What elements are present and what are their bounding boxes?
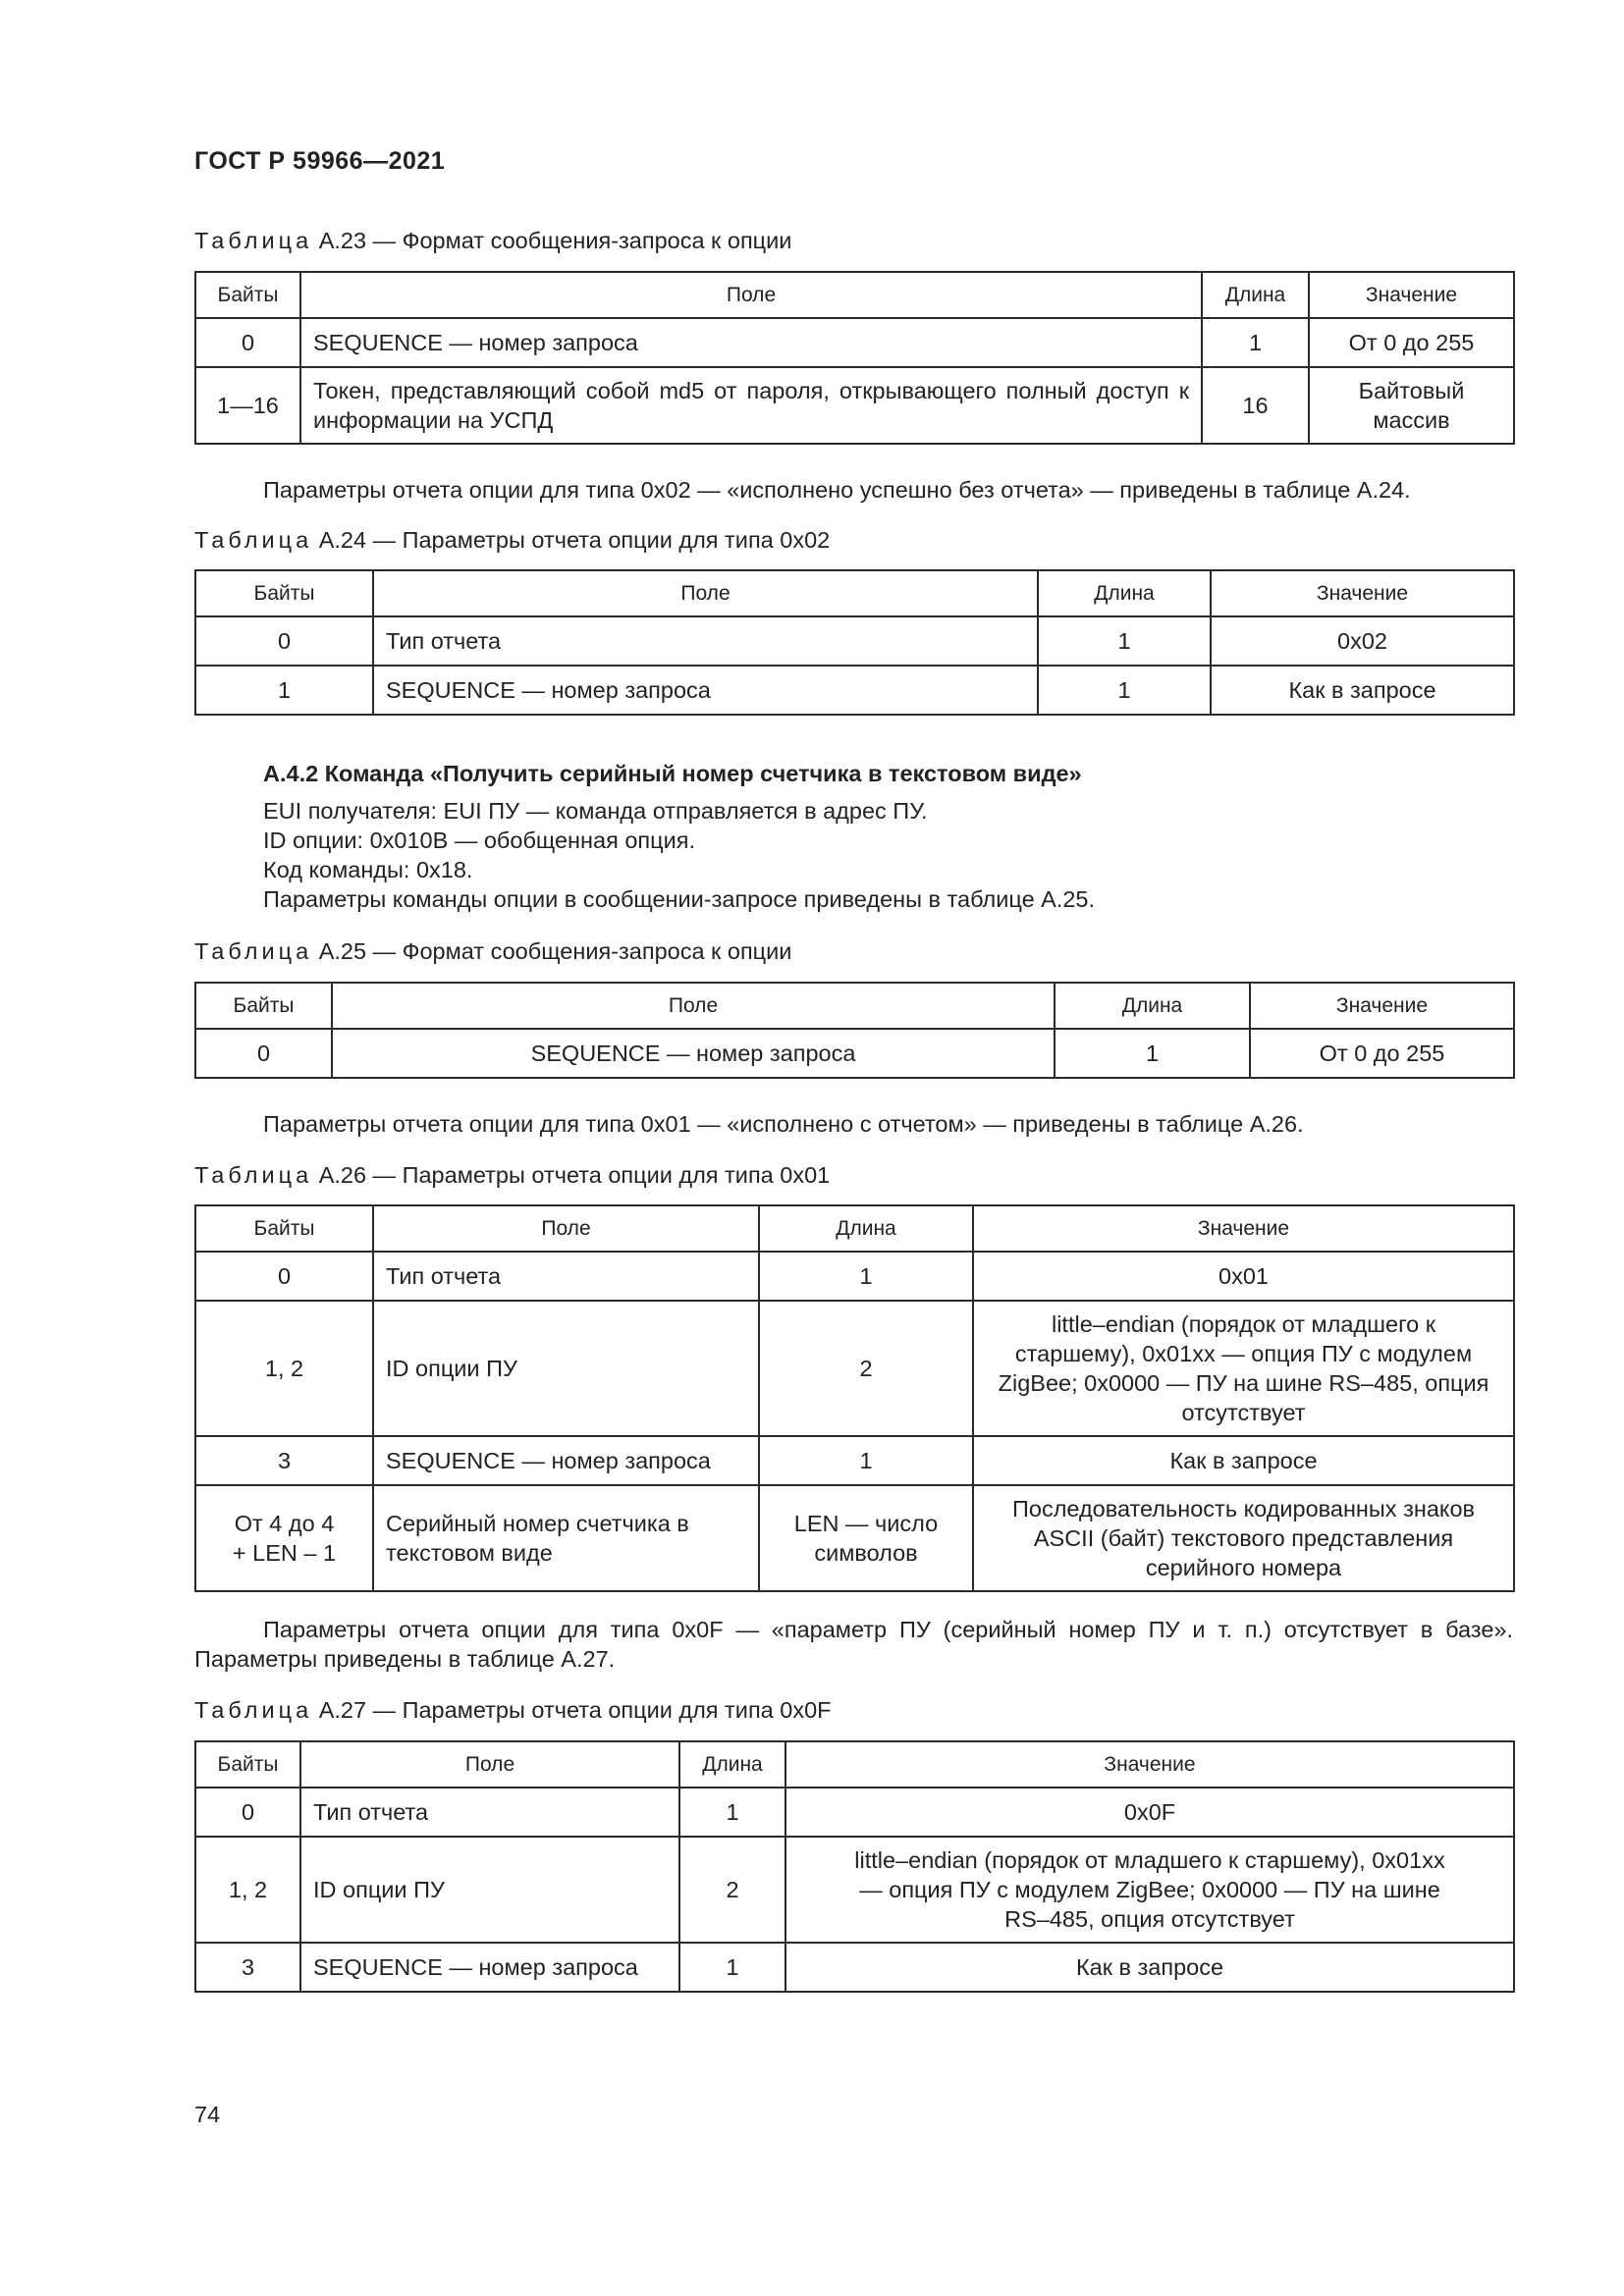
- table-cell: 0x02: [1211, 616, 1514, 666]
- table-cell: Последовательность кодированных знаков ASCII (байт) текстового представления серийного номера: [973, 1485, 1514, 1591]
- table-header-row: [195, 1741, 1514, 1788]
- table-cell: 0x0F: [785, 1788, 1514, 1837]
- table-cell: SEQUENCE — номер запроса: [332, 1029, 1055, 1078]
- table-cell: Тип отчета: [373, 616, 1038, 666]
- table-cell: 0: [195, 1252, 373, 1301]
- table-cell: 1: [759, 1436, 973, 1485]
- table-cell: 1: [1038, 616, 1211, 666]
- table-row: [195, 666, 1514, 715]
- table-cell: 0: [195, 616, 373, 666]
- table-cell: 0: [195, 318, 300, 367]
- header-cell: Длина: [1202, 272, 1309, 318]
- header-cell: Поле: [300, 1741, 679, 1788]
- table-row: [195, 1029, 1514, 1078]
- caption-text: А.25 — Формат сообщения-запроса к опции: [318, 938, 792, 964]
- header-cell: Байты: [195, 570, 373, 616]
- table-row: [195, 1943, 1514, 1992]
- table-row: [195, 1485, 1514, 1591]
- table-cell: Байтовый массив: [1309, 367, 1514, 444]
- caption-text: А.23 — Формат сообщения-запроса к опции: [318, 228, 792, 253]
- table-word: Таблица: [194, 1162, 313, 1188]
- header-cell: Длина: [679, 1741, 785, 1788]
- table-caption-a23: [194, 228, 791, 254]
- page-number: 74: [194, 2102, 221, 2127]
- header-cell: Длина: [759, 1205, 973, 1252]
- table-cell: Как в запросе: [785, 1943, 1514, 1992]
- table-cell: little–endian (порядок от младшего к старшему), 0x01xx — опция ПУ с модулем ZigBee; 0x0000 — ПУ на шине RS–485, опция отсутствует: [785, 1837, 1514, 1943]
- table-cell: 16: [1202, 367, 1309, 444]
- table-word: Таблица: [194, 527, 313, 553]
- table-cell: От 4 до 4 + LEN – 1: [195, 1485, 373, 1591]
- table-cell: 1: [679, 1943, 785, 1992]
- table-cell: Токен, представляющий собой md5 от пароля, открывающего полный доступ к информации на УСПД: [300, 367, 1202, 444]
- table-cell: 2: [759, 1301, 973, 1436]
- section-line: EUI получателя: EUI ПУ — команда отправляется в адрес ПУ.: [263, 798, 928, 824]
- header-cell: Длина: [1055, 983, 1250, 1029]
- table-cell: 3: [195, 1436, 373, 1485]
- table-caption-a25: [194, 938, 791, 965]
- table-word: Таблица: [194, 228, 313, 253]
- header-cell: Значение: [785, 1741, 1514, 1788]
- header-cell: Байты: [195, 1741, 300, 1788]
- table-cell: От 0 до 255: [1309, 318, 1514, 367]
- table-cell: 1: [759, 1252, 973, 1301]
- table-cell: Как в запросе: [1211, 666, 1514, 715]
- table-caption-a27: [194, 1697, 832, 1724]
- caption-text: А.27 — Параметры отчета опции для типа 0x0F: [318, 1697, 832, 1723]
- table-cell: 0: [195, 1788, 300, 1837]
- table-row: [195, 1252, 1514, 1301]
- table-a25: [194, 982, 1515, 1079]
- table-a27: [194, 1740, 1515, 1993]
- header-cell: Длина: [1038, 570, 1211, 616]
- header-cell: Поле: [373, 570, 1038, 616]
- table-cell: 1, 2: [195, 1301, 373, 1436]
- table-cell: Как в запросе: [973, 1436, 1514, 1485]
- table-header-row: [195, 570, 1514, 616]
- table-cell: 1, 2: [195, 1837, 300, 1943]
- table-row: [195, 616, 1514, 666]
- table-cell: 1: [1202, 318, 1309, 367]
- header-cell: Байты: [195, 272, 300, 318]
- table-header-row: [195, 272, 1514, 318]
- section-line: ID опции: 0x010B — обобщенная опция.: [263, 828, 695, 853]
- paragraph: Параметры отчета опции для типа 0x0F — «параметр ПУ (серийный номер ПУ и т. п.) отсутствует в базе». Параметры приведены в таблице А.27.: [194, 1617, 1513, 1672]
- table-row: [195, 367, 1514, 444]
- table-word: Таблица: [194, 938, 313, 964]
- caption-text: А.26 — Параметры отчета опции для типа 0x01: [318, 1162, 831, 1188]
- paragraph: Параметры отчета опции для типа 0x02 — «исполнено успешно без отчета» — приведены в таблице А.24.: [263, 477, 1411, 503]
- header-cell: Значение: [973, 1205, 1514, 1252]
- header-cell: Байты: [195, 983, 332, 1029]
- table-row: [195, 1436, 1514, 1485]
- table-word: Таблица: [194, 1697, 313, 1723]
- header-cell: Поле: [332, 983, 1055, 1029]
- table-cell: LEN — число символов: [759, 1485, 973, 1591]
- table-cell: 0x01: [973, 1252, 1514, 1301]
- header-cell: Поле: [373, 1205, 759, 1252]
- table-caption-a24: [194, 527, 830, 554]
- header-cell: Значение: [1250, 983, 1514, 1029]
- table-a23: [194, 271, 1515, 445]
- table-cell: 1—16: [195, 367, 300, 444]
- table-cell: 1: [1055, 1029, 1250, 1078]
- header-cell: Значение: [1309, 272, 1514, 318]
- table-cell: Серийный номер счетчика в текстовом виде: [373, 1485, 759, 1591]
- table-cell: Тип отчета: [373, 1252, 759, 1301]
- table-row: [195, 1788, 1514, 1837]
- table-cell: ID опции ПУ: [300, 1837, 679, 1943]
- table-row: [195, 318, 1514, 367]
- table-cell: little–endian (порядок от младшего к старшему), 0x01xx — опция ПУ с модулем ZigBee; 0x0000 — ПУ на шине RS–485, опция отсутствует: [973, 1301, 1514, 1436]
- table-cell: SEQUENCE — номер запроса: [373, 666, 1038, 715]
- section-line: Код команды: 0x18.: [263, 857, 473, 882]
- table-cell: 1: [679, 1788, 785, 1837]
- table-cell: SEQUENCE — номер запроса: [300, 1943, 679, 1992]
- table-cell: Тип отчета: [300, 1788, 679, 1837]
- header-cell: Значение: [1211, 570, 1514, 616]
- table-cell: От 0 до 255: [1250, 1029, 1514, 1078]
- section-line: Параметры команды опции в сообщении-запросе приведены в таблице А.25.: [263, 886, 1096, 912]
- table-caption-a26: [194, 1162, 830, 1189]
- table-cell: 3: [195, 1943, 300, 1992]
- table-cell: 1: [1038, 666, 1211, 715]
- header-cell: Байты: [195, 1205, 373, 1252]
- table-cell: 2: [679, 1837, 785, 1943]
- caption-text: А.24 — Параметры отчета опции для типа 0x02: [318, 527, 831, 553]
- section-heading: А.4.2 Команда «Получить серийный номер счетчика в текстовом виде»: [263, 761, 1082, 786]
- table-cell: SEQUENCE — номер запроса: [300, 318, 1202, 367]
- table-cell: 0: [195, 1029, 332, 1078]
- header-cell: Поле: [300, 272, 1202, 318]
- document-header: ГОСТ Р 59966—2021: [194, 147, 446, 175]
- table-header-row: [195, 1205, 1514, 1252]
- table-header-row: [195, 983, 1514, 1029]
- paragraph: Параметры отчета опции для типа 0x01 — «исполнено с отчетом» — приведены в таблице А.26.: [263, 1111, 1304, 1137]
- table-a24: [194, 569, 1515, 716]
- table-cell: 1: [195, 666, 373, 715]
- table-row: [195, 1301, 1514, 1436]
- table-row: [195, 1837, 1514, 1943]
- table-cell: ID опции ПУ: [373, 1301, 759, 1436]
- table-a26: [194, 1204, 1515, 1592]
- table-cell: SEQUENCE — номер запроса: [373, 1436, 759, 1485]
